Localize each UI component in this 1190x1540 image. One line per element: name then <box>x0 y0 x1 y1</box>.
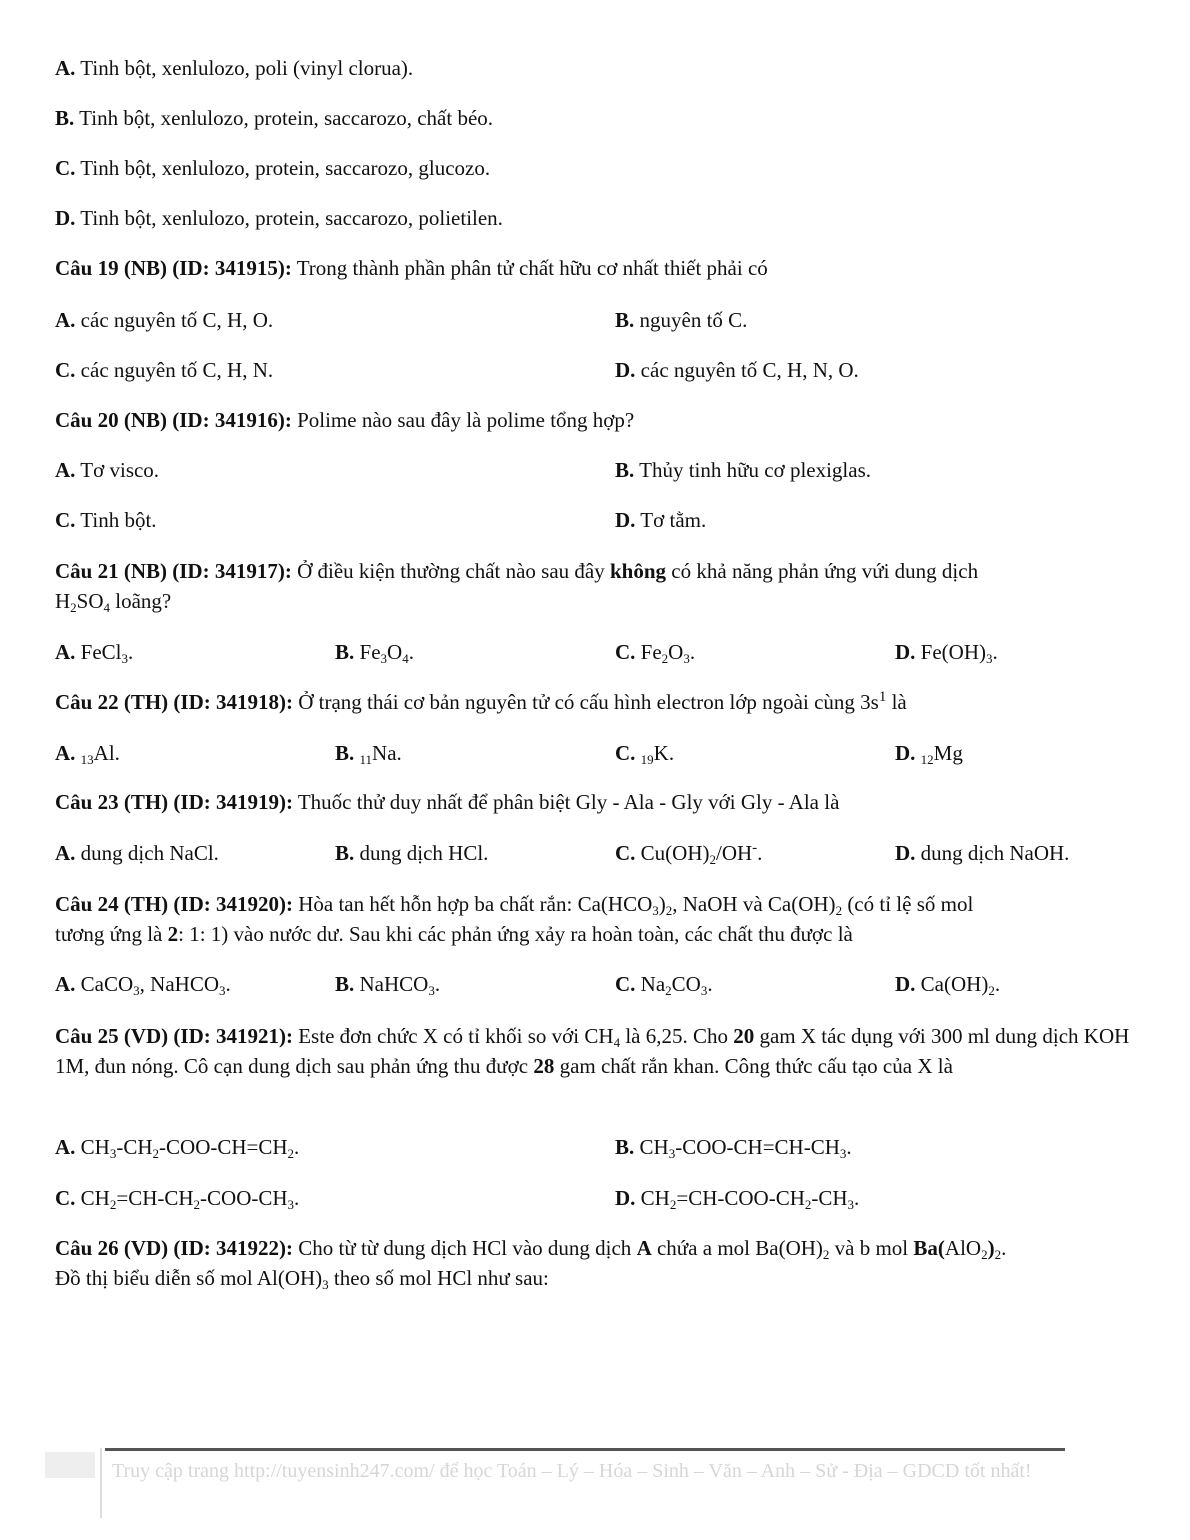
footer-text[interactable]: Truy cập trang http://tuyensinh247.com/ để học Toán – Lý – Hóa – Sinh – Văn – Anh – Sử - Địa – GDCD tốt nhất! <box>112 1460 1032 1482</box>
q20-option-a: A. Tơ visco. <box>55 458 160 482</box>
q19-option-d: D. các nguyên tố C, H, N, O. <box>615 358 859 382</box>
q26-stem: Câu 26 (VD) (ID: 341922): Cho từ từ dung dịch HCl vào dung dịch A chứa a mol $Ba(OH)_2$ và b mol $Ba(AlO_2)_2$. Đồ thị biểu diễn số mol $Al(OH)_3$ theo số mol HCl như sau: <box>55 1236 1007 1292</box>
q19-option-a: A. các nguyên tố C, H, O. <box>55 308 274 332</box>
q23-option-c: C. $Cu(OH)_2/OH^-$. <box>615 840 763 867</box>
q23-stem: Câu 23 (TH) (ID: 341919): Thuốc thử duy nhất để phân biệt Gly - Ala - Gly với Gly - Ala là <box>55 790 840 814</box>
q21-option-b: B. $Fe_3O_4$. <box>335 640 414 666</box>
q24-option-d: D. $Ca(OH)_2$. <box>895 972 1001 998</box>
q23-option-b: B. dung dịch HCl. <box>335 841 489 865</box>
q25-option-a: A. $CH_3-CH_2-COO-CH=CH_2$. <box>55 1135 300 1161</box>
q21-option-a: A. FeCl$_3$. <box>55 640 134 666</box>
q22-option-a: A. 13Al. <box>55 741 120 767</box>
footer-divider-vertical <box>100 1448 102 1518</box>
q20-option-c: C. Tinh bột. <box>55 508 157 532</box>
q19-option-b: B. nguyên tố C. <box>615 308 748 332</box>
q18-option-d: D. Tinh bột, xenlulozo, protein, saccarozo, polietilen. <box>55 206 503 230</box>
q18-option-c: C. Tinh bột, xenlulozo, protein, saccarozo, glucozo. <box>55 156 491 180</box>
q24-option-c: C. $Na_2CO_3$. <box>615 972 713 998</box>
q19-option-c: C. các nguyên tố C, H, N. <box>55 358 274 382</box>
q25-option-d: D. $CH_2=CH-COO-CH_2-CH_3$. <box>615 1186 860 1212</box>
q24-option-a: A. CaCO$_3$, NaHCO$_3$. <box>55 972 231 998</box>
q22-stem: Câu 22 (TH) (ID: 341918): Ở trạng thái cơ bản nguyên tử có cấu hình electron lớp ngoài cùng $3s^1$ là <box>55 689 907 714</box>
q22-option-b: B. 11Na. <box>335 741 402 767</box>
q24-option-b: B. NaHCO$_3$. <box>335 972 441 998</box>
q23-option-a: A. dung dịch NaCl. <box>55 841 219 865</box>
q18-option-b: B. Tinh bột, xenlulozo, protein, saccarozo, chất béo. <box>55 106 494 130</box>
q21-stem: Câu 21 (NB) (ID: 341917): Ở điều kiện thường chất nào sau đây không có khả năng phản ứng vứi dung dịch $H_2SO_4$ loãng? <box>55 559 979 615</box>
footer-logo <box>45 1452 95 1478</box>
q20-option-b: B. Thủy tinh hữu cơ plexiglas. <box>615 458 872 482</box>
q25-stem: Câu 25 (VD) (ID: 341921): Este đơn chức X có tỉ khối so với $CH_4$ là 6,25. Cho 20 gam X tác dụng với 300 ml dung dịch KOH 1M, đun nóng. Cô cạn dung dịch sau phản ứng thu được 28 gam chất rắn khan. Công thức cấu tạo của X là <box>55 1024 1130 1078</box>
q22-option-d: D. 12Mg <box>895 741 963 767</box>
q20-stem: Câu 20 (NB) (ID: 341916): Polime nào sau đây là polime tổng hợp? <box>55 408 635 432</box>
q23-option-d: D. dung dịch NaOH. <box>895 841 1070 865</box>
q24-stem: Câu 24 (TH) (ID: 341920): Hòa tan hết hỗn hợp ba chất rắn: $Ca(HCO_3)_2$, NaOH và $Ca(OH)_2$ (có tỉ lệ số mol tương ứng là 2: 1: 1) vào nước dư. Sau khi các phản ứng xảy ra hoàn toàn, các chất thu được là <box>55 892 974 946</box>
q25-option-b: B. $CH_3-COO-CH=CH-CH_3$. <box>615 1135 852 1161</box>
q21-option-c: C. $Fe_2O_3$. <box>615 640 696 666</box>
q25-option-c: C. $CH_2=CH-CH_2-COO-CH_3$. <box>55 1186 300 1212</box>
q21-option-d: D. $Fe(OH)_3$. <box>895 640 998 666</box>
q20-option-d: D. Tơ tằm. <box>615 508 707 532</box>
q22-option-c: C. 19K. <box>615 741 675 767</box>
q18-option-a: A. Tinh bột, xenlulozo, poli (vinyl clorua). <box>55 56 414 80</box>
footer-divider <box>105 1448 1065 1451</box>
q19-stem: Câu 19 (NB) (ID: 341915): Trong thành phần phân tử chất hữu cơ nhất thiết phải có <box>55 256 768 280</box>
